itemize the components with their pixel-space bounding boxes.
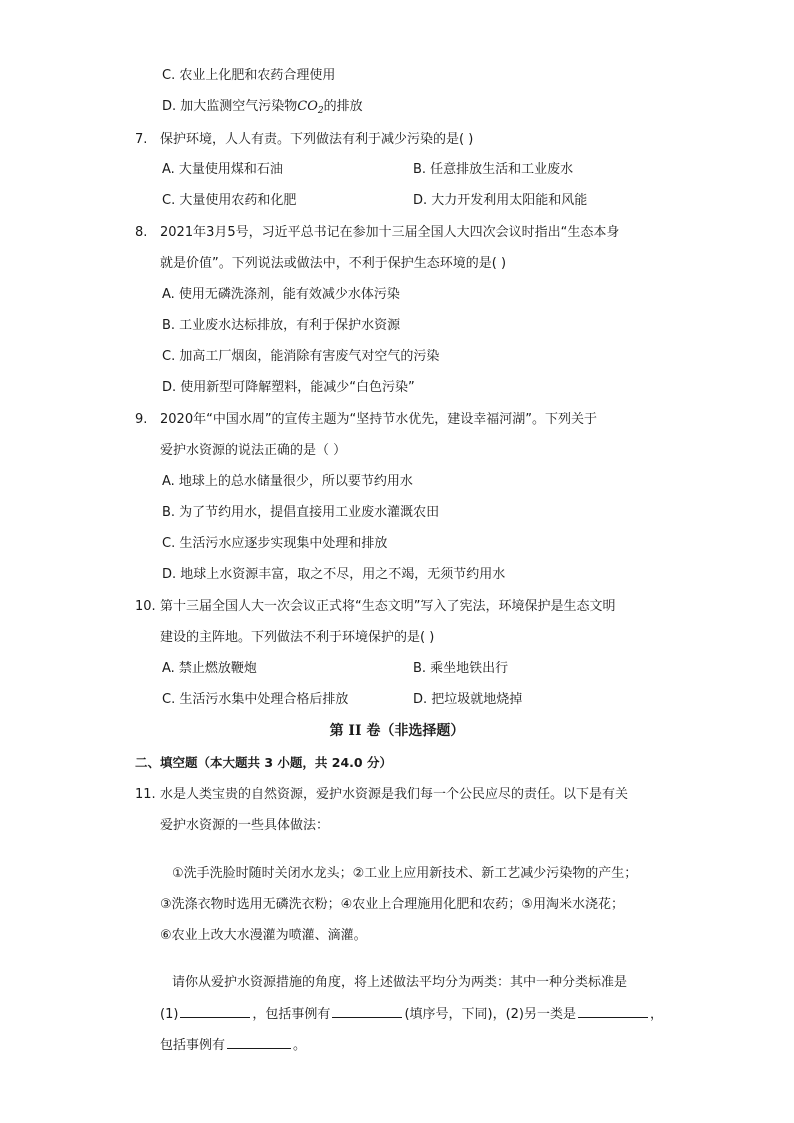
q9-option-d: D. 地球上水资源丰富，取之不尽，用之不竭，无须节约用水 bbox=[162, 567, 506, 582]
q7-number: 7. bbox=[135, 132, 148, 147]
q7-option-c: C. 大量使用农药和化肥 bbox=[162, 193, 297, 208]
q10-option-c: C. 生活污水集中处理合格后排放 bbox=[162, 692, 349, 707]
q11-list-line3: ⑥农业上改大水漫灌为喷灌、滴灌。 bbox=[160, 928, 367, 943]
q11-part2-label: (填序号，下同)，(2)另一类是 bbox=[404, 1007, 576, 1022]
q11-ask: 请你从爱护水资源措施的角度，将上述做法平均分为两类：其中一种分类标准是 bbox=[172, 975, 628, 990]
q9-option-c: C. 生活污水应逐步实现集中处理和排放 bbox=[162, 536, 388, 551]
q11-stem-line2: 爱护水资源的一些具体做法： bbox=[160, 818, 330, 833]
q9-stem-line1: 2020年“中国水周”的宣传主题为“坚持节水优先，建设幸福河湖”。下列关于 bbox=[160, 412, 598, 427]
q8-stem-line2: 就是价值”。下列说法或做法中，不利于保护生态环境的是( ) bbox=[160, 256, 507, 271]
q9-stem-line2: 爱护水资源的说法正确的是（ ） bbox=[160, 443, 347, 458]
q11-answer-line2 bbox=[160, 1036, 306, 1055]
q7-option-d: D. 大力开发利用太阳能和风能 bbox=[413, 193, 588, 208]
q11-part1-examples: ，包括事例有 bbox=[252, 1007, 331, 1022]
answer-blank-3[interactable] bbox=[578, 1005, 648, 1018]
q8-option-c: C. 加高工厂烟囱，能消除有害废气对空气的污染 bbox=[162, 349, 440, 364]
q11-period: 。 bbox=[293, 1038, 307, 1053]
q7-stem: 保护环境，人人有责。下列做法有利于减少污染的是( ) bbox=[160, 132, 474, 147]
q11-list-line1: ①洗手洗脸时随时关闭水龙头；②工业上应用新技术、新工艺减少污染物的产生； bbox=[172, 866, 638, 881]
answer-blank-1[interactable] bbox=[180, 1005, 250, 1018]
q9-option-a: A. 地球上的总水储量很少，所以要节约用水 bbox=[162, 474, 413, 489]
q7-option-b: B. 任意排放生活和工业废水 bbox=[413, 162, 574, 177]
co2-formula-sub: 2 bbox=[317, 106, 324, 116]
q11-part1-label: (1) bbox=[160, 1007, 179, 1022]
q6-option-d-suffix: 的排放 bbox=[323, 99, 363, 114]
fill-blank-heading: 二、填空题（本大题共 3 小题，共 24.0 分） bbox=[135, 755, 392, 770]
q11-list-line2: ③洗涤衣物时选用无磷洗衣粉；④农业上合理施用化肥和农药；⑤用淘米水浇花； bbox=[160, 897, 624, 912]
q8-option-b: B. 工业废水达标排放，有利于保护水资源 bbox=[162, 318, 401, 333]
section-title: 第 II 卷（非选择题） bbox=[329, 723, 465, 739]
q9-option-b: B. 为了节约用水，提倡直接用工业废水灌溉农田 bbox=[162, 505, 440, 520]
co2-formula-base: CO bbox=[297, 99, 318, 114]
co2-formula bbox=[297, 99, 323, 114]
q8-stem-line1: 2021年3月5号，习近平总书记在参加十三届全国人大四次会议时指出“生态本身 bbox=[160, 225, 620, 240]
q6-option-d-prefix: D. 加大监测空气污染物 bbox=[162, 99, 298, 114]
answer-blank-2[interactable] bbox=[332, 1005, 402, 1018]
q11-part2-examples: 包括事例有 bbox=[160, 1038, 226, 1053]
q11-answer-line1 bbox=[160, 1005, 663, 1024]
q7-option-a: A. 大量使用煤和石油 bbox=[162, 162, 283, 177]
q10-option-b: B. 乘坐地铁出行 bbox=[413, 661, 509, 676]
q11-number: 11. bbox=[135, 787, 156, 802]
q6-option-d bbox=[162, 98, 363, 120]
q9-number: 9. bbox=[135, 412, 148, 427]
q10-stem-line2: 建设的主阵地。下列做法不利于环境保护的是( ) bbox=[160, 630, 435, 645]
q11-comma: ， bbox=[650, 1007, 664, 1022]
q8-number: 8. bbox=[135, 225, 148, 240]
q6-option-c: C. 农业上化肥和农药合理使用 bbox=[162, 68, 336, 83]
answer-blank-4[interactable] bbox=[227, 1036, 291, 1049]
q11-stem-line1: 水是人类宝贵的自然资源，爱护水资源是我们每一个公民应尽的责任。以下是有关 bbox=[160, 787, 629, 802]
q10-option-a: A. 禁止燃放鞭炮 bbox=[162, 661, 257, 676]
q8-option-a: A. 使用无磷洗涤剂，能有效减少水体污染 bbox=[162, 287, 400, 302]
q10-number: 10. bbox=[135, 599, 156, 614]
q10-stem-line1: 第十三届全国人大一次会议正式将“生态文明”写入了宪法，环境保护是生态文明 bbox=[160, 599, 616, 614]
q10-option-d: D. 把垃圾就地烧掉 bbox=[413, 692, 523, 707]
q8-option-d: D. 使用新型可降解塑料，能减少“白色污染” bbox=[162, 380, 415, 395]
